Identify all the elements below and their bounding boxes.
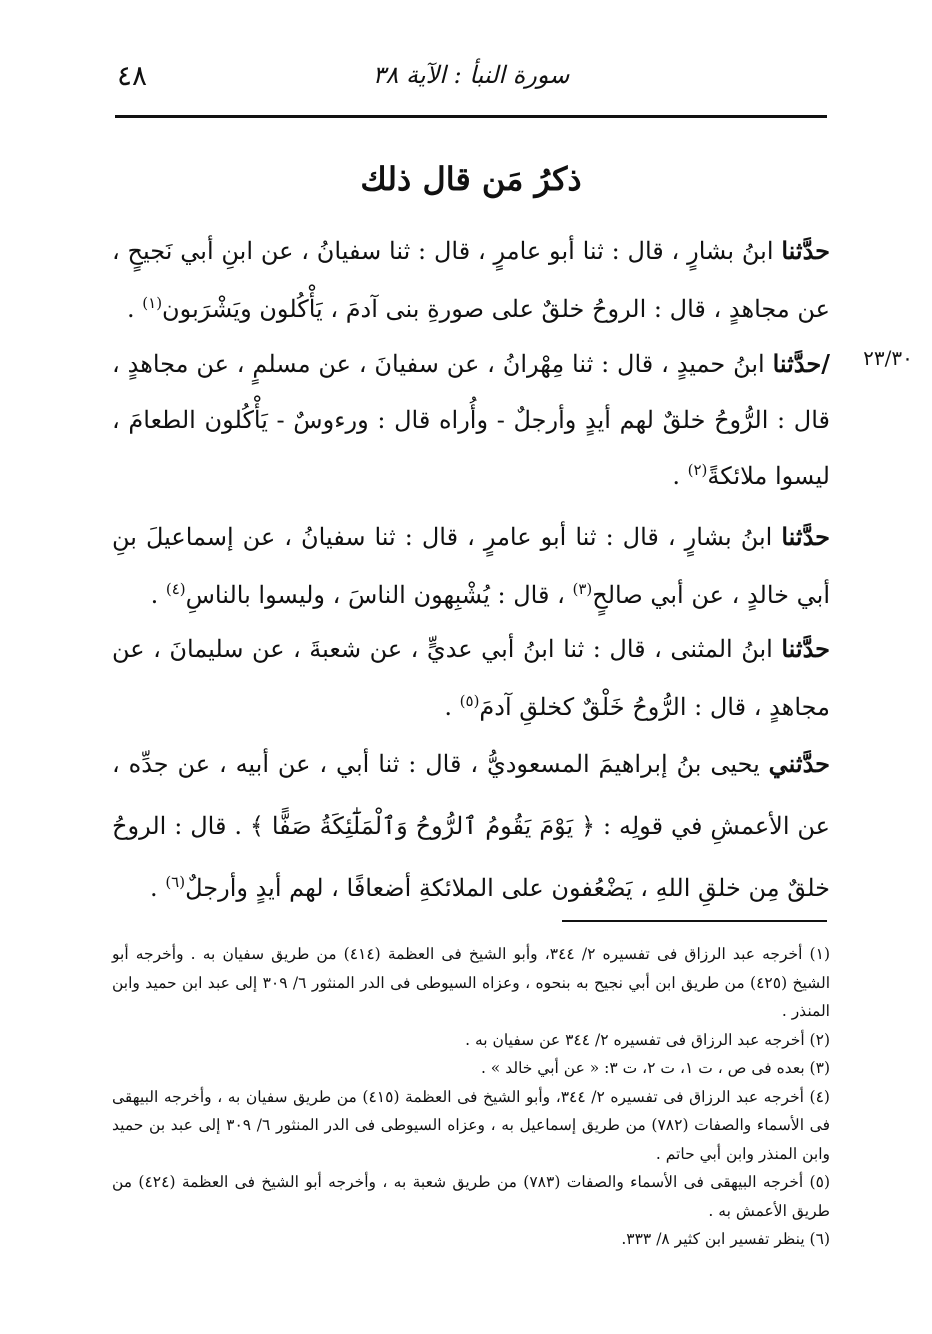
paragraph-end: . [150, 874, 166, 902]
page-header [115, 55, 827, 118]
paragraph-text: ابنُ حميدٍ ، قال : ثنا مِهْرانُ ، عن سفيانَ ، عن مسلمٍ ، عن مجاهدٍ ، قال : الرُّوحُ خلقٌ لهم أيدٍ وأرجلٌ - وأُراه قال : ورءوسٌ - يَأْكُلون الطعامَ ، ليسوا ملائكةً [112, 350, 830, 490]
footnote-3: (٣) بعده فى ص ، ت ١، ت ٢، ت ٣: « عن أبي خالد » . [480, 1059, 830, 1077]
page-number: ٤٨ [117, 59, 148, 92]
paragraph-end: . [444, 693, 460, 721]
paragraph-text: يحيى بنُ إبراهيمَ المسعوديُّ ، قال : ثنا أبي ، عن أبيه ، عن جدِّه ، عن الأعمشِ في قولِه : ﴿ يَوْمَ يَقُومُ ٱلرُّوحُ وَٱلْمَلَٰٓئِكَةُ صَفًّا ﴾ . قال : الروحُ خلقٌ مِن خلقِ اللهِ ، يَضْعُفون على الملائكةِ أضعافًا ، لهم أيدٍ وأرجلٌ [112, 750, 830, 902]
footnote-2: (٢) أخرجه عبد الرزاق فى تفسيره ٢/ ٣٤٤ عن سفيان به . [465, 1030, 830, 1049]
footnote-reference: (٢) [687, 461, 708, 479]
footnote-divider [562, 920, 827, 922]
paragraph-end: . [127, 295, 143, 323]
footnote-reference: (٥) [459, 692, 480, 710]
footnote-reference: (١) [142, 294, 163, 312]
paragraph-lead: /حدَّثنا [772, 349, 830, 378]
footnote-4: (٤) أخرجه عبد الرزاق فى تفسيره ٢/ ٣٤٤، وأبو الشيخ فى العظمة (٤١٥) من طريق سفيان به ، وأخرجه البيهقى فى الأسماء والصفات (٧٨٢) من طريق إسماعيل به ، وعزاه السيوطى فى الدر المنثور ٦/ ٣٠٩ إلى عبد بن حميد وابن المنذر وابن أبي حاتم . [112, 1087, 831, 1163]
paragraph-end: . [672, 462, 688, 490]
paragraph-5 [112, 733, 830, 919]
paragraph-2 [112, 336, 830, 504]
footnote-reference: (٤) [165, 580, 186, 598]
footnote-5: (٥) أخرجه البيهقى فى الأسماء والصفات (٧٨٣) من طريق شعبة به ، وأخرجه أبو الشيخ فى العظمة (٤٢٤) من طريق الأعمش به . [112, 1173, 830, 1220]
paragraph-lead: حدَّثنا [781, 522, 830, 551]
paragraph-lead: حدَّثنا [781, 236, 830, 265]
paragraph-text-continued: ، قال : يُشْبِهون الناسَ ، وليسوا بالناسِ [185, 581, 573, 609]
paragraph-4 [112, 620, 830, 736]
paragraph-end: . [150, 581, 166, 609]
footnotes [112, 940, 830, 1254]
footnote-reference: (٣) [572, 580, 593, 598]
paragraph-text: ابنُ بشارٍ ، قال : ثنا أبو عامرٍ ، قال : ثنا سفيانُ ، عن إسماعيلَ بنِ أبي خالدٍ ، عن أبي صالحٍ [112, 523, 830, 609]
footnote-6: (٦) ينظر تفسير ابن كثير ٨/ ٣٣٣. [621, 1230, 830, 1248]
margin-reference: ٢٣/٣٠ [863, 346, 913, 370]
paragraph-lead: حدَّثنا [781, 634, 830, 663]
paragraph-text: ابنُ المثنى ، قال : ثنا ابنُ أبي عديٍّ ، عن شعبةَ ، عن سليمانَ ، عن مجاهدٍ ، قال : الرُّوحُ خَلْقٌ كخلقِ آدمَ [112, 635, 830, 721]
footnote-1: (١) أخرجه عبد الرزاق فى تفسيره ٢/ ٣٤٤، وأبو الشيخ فى العظمة (٤١٤) من طريق سفيان به . وأخرجه أبو الشيخ (٤٢٥) من طريق ابن أبي نجيح به بنحوه ، وعزاه السيوطى فى الدر المنثور ٦/ ٣٠٩ إلى عبد ابن حميد وابن المنذر . [112, 945, 831, 1020]
paragraph-lead: حدَّثني [768, 749, 830, 778]
paragraph-text: ابنُ بشارٍ ، قال : ثنا أبو عامرٍ ، قال : ثنا سفيانُ ، عن ابنِ أبي نَجيحٍ ، عن مجاهدٍ ، قال : الروحُ خلقٌ على صورةِ بنى آدمَ ، يَأْكُلون ويَشْرَبون [112, 237, 830, 323]
paragraph-3 [112, 508, 830, 624]
footnote-reference: (٦) [165, 873, 186, 891]
paragraph-1 [112, 222, 830, 338]
running-head: سورة النبأ : الآية ٣٨ [372, 61, 570, 89]
section-title: ذكرُ مَن قال ذلك [360, 160, 582, 198]
